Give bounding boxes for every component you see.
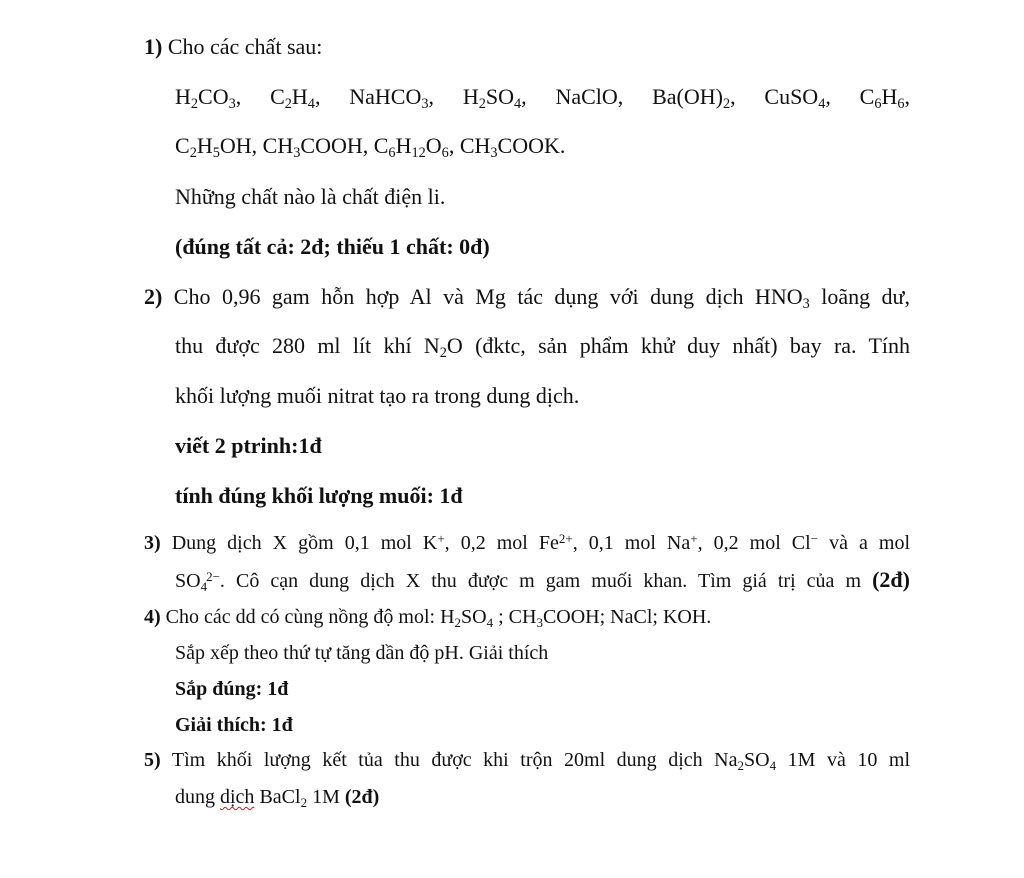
compound-formula: $H_2CO_3$ [175,84,236,112]
question-2-grading-mass: tính đúng khối lượng muối: 1đ [175,483,463,508]
compound-formula: $C_2H_5OH$ [175,133,252,161]
question-1-intro-text: Cho các chất sau: [167,34,323,59]
compound-formula: NaClO [555,84,618,109]
question-4-line-2: Sắp xếp theo thứ tự tăng dần độ pH. Giải thích [175,642,549,664]
compound-formula: $Ba(OH)_2$ [652,84,731,112]
question-4-number: 4) [144,606,161,628]
compound-formula: $C_6H_6$ [859,84,905,112]
question-3-number: 3) [144,532,161,554]
compound-list-row-1: $H_2CO_3$, $C_2H_4$, NaHCO$_3$, $H_2SO_4$, NaClO, $Ba(OH)_2$, CuSO$_4$, $C_6H_6$, [175,84,911,112]
question-1-number: 1) [144,34,163,59]
question-3-score: (2đ) [872,567,910,592]
question-2-line-2: thu được 280 ml lít khí $N_2O$ (đktc, sản phẩm khử duy nhất) bay ra. Tính [175,333,910,361]
compound-formula: $CH_3COOK$. [459,133,566,161]
question-5-line-2: dung dịch BaCl$_2$ 1M (2đ) [175,786,380,810]
question-3-line-2: $SO_4^{2-}$. Cô cạn dung dịch X thu được m gam muối khan. Tìm giá trị của m (2đ) [175,567,910,594]
question-3-line-1: 3) Dung dịch X gồm 0,1 mol K+, 0,2 mol $Fe^{2+}$, 0,1 mol Na+, 0,2 mol Cl− và a mol [144,530,911,554]
compound-formula: $CH_3COOH$ [262,133,363,161]
question-2-number: 2) [144,284,163,309]
question-5-line-1: 5) Tìm khối lượng kết tủa thu được khi trộn 20ml dung dịch $Na_2SO_4$ 1M và 10 ml [144,749,911,773]
spellcheck-underline: dịch [220,786,255,808]
compound-list-row-2: $C_2H_5OH$, $CH_3COOH$, $C_6H_{12}O_6$, $CH_3COOK$. [175,133,566,161]
question-1-grading: (đúng tất cả: 2đ; thiếu 1 chất: 0đ) [175,234,490,259]
compound-formula: NaHCO$_3$ [349,84,429,112]
question-4-grading-order: Sắp đúng: 1đ [175,678,289,700]
question-1-prompt: Những chất nào là chất điện li. [175,184,446,209]
compound-formula: $C_6H_{12}O_6$ [373,133,449,161]
question-4-line-1: 4) Cho các dd có cùng nồng độ mol: $H_2SO_4$ ; $CH_3COOH$; NaCl; KOH. [144,606,712,630]
compound-formula: $C_2H_4$ [270,84,315,112]
question-2-line-1: 2) Cho 0,96 gam hỗn hợp Al và Mg tác dụng với dung dịch $HNO_3$ loãng dư, [144,284,910,312]
compound-formula: $H_2SO_4$ [462,84,522,112]
question-2-line-3: khối lượng muối nitrat tạo ra trong dung dịch. [175,383,580,408]
question-4-grading-explain: Giải thích: 1đ [175,714,293,736]
compound-formula: CuSO$_4$ [764,84,826,112]
question-5-score: (2đ) [344,786,380,808]
question-2-grading-equations: viết 2 ptrinh:1đ [175,433,322,458]
question-1-intro [144,34,322,60]
question-5-number: 5) [144,749,161,771]
